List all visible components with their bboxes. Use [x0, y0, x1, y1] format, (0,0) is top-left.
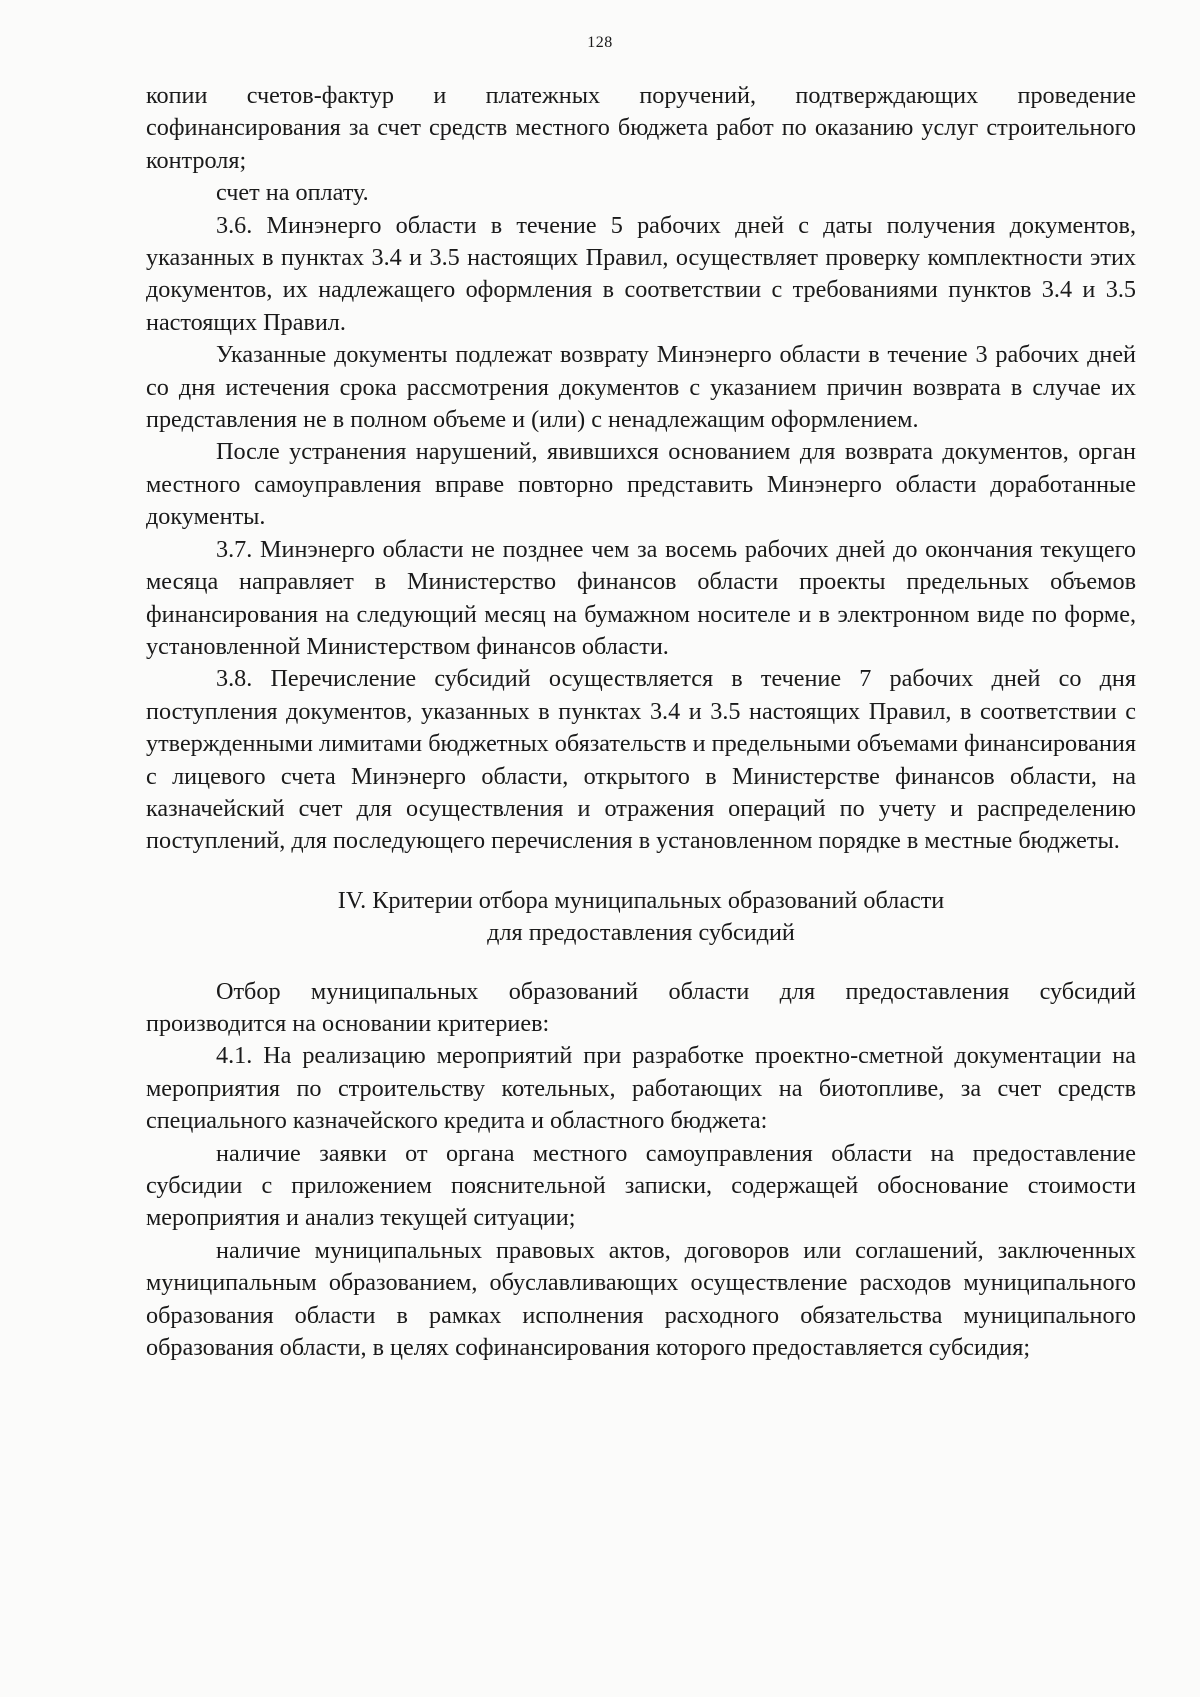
paragraph-3-8: 3.8. Перечисление субсидий осуществляется в течение 7 рабочих дней со дня поступления документов, указанных в пунктах 3.4 и 3.5 настоящих Правил, в соответствии с утвержденными лимитами бюджетных обязательств и предельными объемами финансирования с лицевого счета Минэнерго области, открытого в Министерстве финансов области, на казначейский счет для осуществления и отражения операций по учету и распределению поступлений, для последующего перечисления в установленном порядке в местные бюджеты. — [146, 665, 1136, 855]
section-heading — [146, 885, 1136, 950]
paragraph: Отбор муниципальных образований области для предоставления субсидий производится на основании критериев: — [146, 977, 1136, 1037]
page-number: 128 — [587, 34, 613, 51]
paragraph: копии счетов-фактур и платежных поручений, подтверждающих проведение софинансирования за счет средств местного бюджета работ по оказанию услуг строительного контроля; — [146, 82, 1136, 174]
paragraph-3-6: 3.6. Минэнерго области в течение 5 рабочих дней с даты получения документов, указанных в пунктах 3.4 и 3.5 настоящих Правил, осуществляет проверку комплектности этих документов, их надлежащего оформления в соответствии с требованиями пунктов 3.4 и 3.5 настоящих Правил. — [146, 211, 1136, 336]
paragraph: наличие заявки от органа местного самоуправления области на предоставление субсидии с приложением пояснительной записки, содержащей обоснование стоимости мероприятия и анализ текущей ситуации; — [146, 1139, 1136, 1232]
section-heading-line-2: для предоставления субсидий — [487, 919, 795, 947]
paragraph: После устранения нарушений, явившихся основанием для возврата документов, орган местного самоуправления вправе повторно представить Минэнерго области доработанные документы. — [146, 438, 1136, 531]
section-heading-line-1: IV. Критерии отбора муниципальных образований области — [337, 886, 945, 914]
paragraph: счет на оплату. — [216, 179, 369, 207]
document-body — [146, 80, 1136, 1364]
paragraph: Указанные документы подлежат возврату Минэнерго области в течение 3 рабочих дней со дня истечения срока рассмотрения документов с указанием причин возврата в случае их представления не в полном объеме и (или) с ненадлежащим оформлением. — [146, 341, 1136, 434]
paragraph-4-1: 4.1. На реализацию мероприятий при разработке проектно-сметной документации на мероприятия по строительству котельных, работающих на биотопливе, за счет средств специального казначейского кредита и областного бюджета: — [146, 1042, 1136, 1135]
paragraph: наличие муниципальных правовых актов, договоров или соглашений, заключенных муниципальным образованием, обуславливающих осуществление расходов муниципального образования области в рамках исполнения расходного обязательства муниципального образования области, в целях софинансирования которого предоставляется субсидия; — [146, 1236, 1136, 1362]
paragraph-3-7: 3.7. Минэнерго области не позднее чем за восемь рабочих дней до окончания текущего месяца направляет в Министерство финансов области проекты предельных объемов финансирования на следующий месяц на бумажном носителе и в электронном виде по форме, установленной Министерством финансов области. — [146, 535, 1136, 660]
